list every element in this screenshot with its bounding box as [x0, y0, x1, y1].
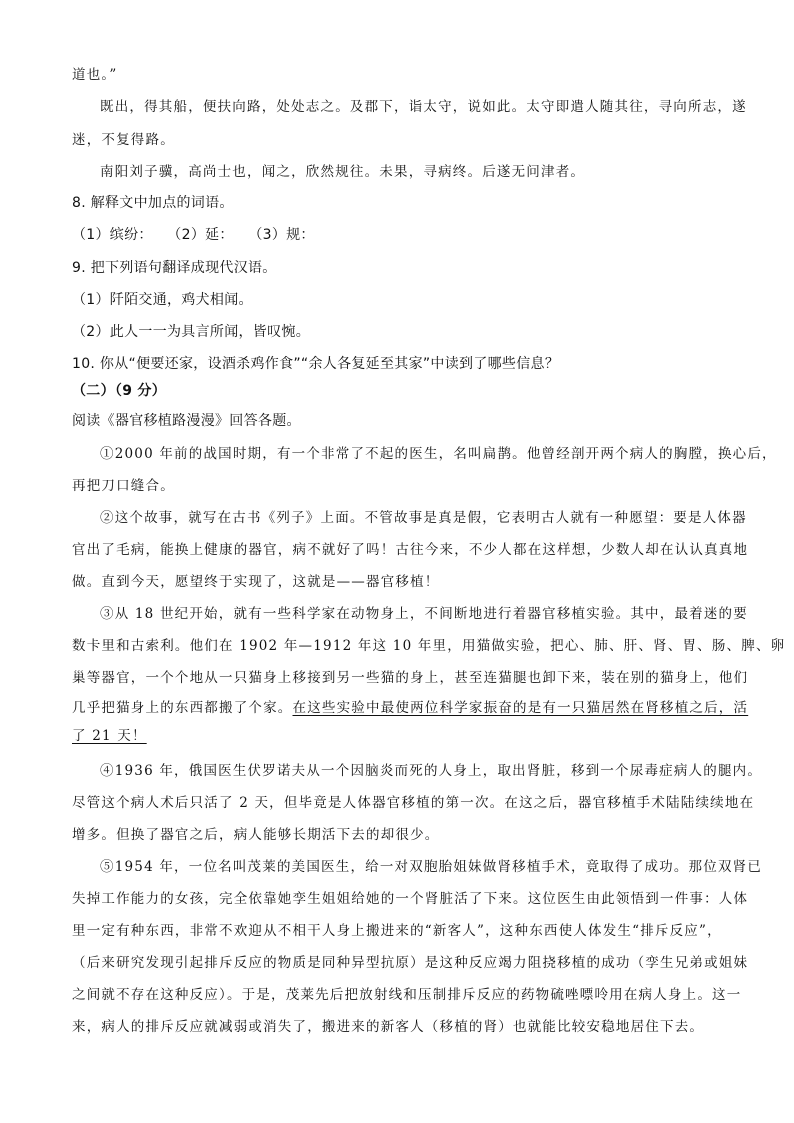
paragraph-5-line: （后来研究发现引起排斥反应的物质是同种异型抗原）是这种反应竭力阻挠移植的成功（孪生兄弟或姐妹 — [72, 955, 749, 971]
paragraph-1-line: ①2000 年前的战国时期，有一个非常了不起的医生，名叫扁鹊。他曾经剖开两个病人的胸膛，换心后， — [100, 446, 777, 462]
underlined-sentence: 在这些实验中最使两位科学家振奋的是有一只猫居然在肾移植之后，活 — [292, 700, 749, 716]
paragraph-5-line: 之间就不存在这种反应）。于是，茂莱先后把放射线和压制排斥反应的药物硫唑嘌呤用在病人身上。这一 — [72, 987, 742, 1003]
paragraph-3-line — [72, 696, 748, 716]
question-10: 10. 你从“便要还家，设酒杀鸡作食”“余人各复延至其家”中读到了哪些信息？ — [72, 356, 560, 372]
paragraph-3-line: 数卡里和古索利。他们在 1902 年—1912 年这 10 年里，用猫做实验，把心、肺、肝、肾、胃、肠、脾、卵 — [72, 638, 786, 654]
paragraph-1-line: 再把刀口缝合。 — [72, 478, 175, 494]
paragraph-4-line: 尽管这个病人术后只活了 2 天，但毕竟是人体器官移植的第一次。在这之后，器官移植手术陆陆续续地在 — [72, 795, 755, 811]
section-heading: （二）（9 分） — [72, 383, 167, 399]
question-9-item-2: （2）此人一一为具言所闻，皆叹惋。 — [72, 324, 311, 340]
question-8: 8. 解释文中加点的词语。 — [72, 195, 234, 211]
paragraph-3-text: 几乎把猫身上的东西都搬了个家。 — [72, 700, 293, 716]
paragraph-4-line: 增多。但换了器官之后，病人能够长期活下去的却很少。 — [72, 827, 440, 843]
text-line: 南阳刘子骥，高尚士也，闻之，欣然规往。未果，寻病终。后遂无问津者。 — [100, 164, 586, 180]
reading-instruction: 阅读《器官移植路漫漫》回答各题。 — [72, 413, 301, 429]
question-9: 9. 把下列语句翻译成现代汉语。 — [72, 260, 277, 276]
paragraph-4-line: ④1936 年，俄国医生伏罗诺夫从一个因脑炎而死的人身上，取出肾脏，移到一个尿毒症病人的腿内。 — [100, 763, 763, 779]
text-line: 迷，不复得路。 — [72, 132, 175, 148]
paragraph-3-line: ③从 18 世纪开始，就有一些科学家在动物身上，不间断地进行着器官移植实验。其中，最着迷的要 — [100, 606, 748, 622]
paragraph-2-line: 做。直到今天，愿望终于实现了，这就是——器官移植！ — [72, 574, 440, 590]
paragraph-5-line: 来，病人的排斥反应就减弱或消失了，搬进来的新客人（移植的肾）也就能比较安稳地居住下去。 — [72, 1019, 705, 1035]
paragraph-3-line: 巢等器官，一个个地从一只猫身上移接到另一些猫的身上，甚至连猫腿也卸下来，装在别的猫身上，他们 — [72, 670, 749, 686]
paragraph-2-line: ②这个故事，就写在古书《列子》上面。不管故事是真是假，它表明古人就有一种愿望：要是人体器 — [100, 510, 747, 526]
paragraph-2-line: 官出了毛病，能换上健康的器官，病不就好了吗！古往今来，不少人都在这样想，少数人却在认认真真地 — [72, 542, 749, 558]
underlined-sentence-end: 了 21 天！ — [72, 728, 147, 744]
question-9-item-1: （1）阡陌交通，鸡犬相闻。 — [72, 292, 253, 308]
paragraph-5-line: 失掉工作能力的女孩，完全依靠她孪生姐姐给她的一个肾脏活了下来。这位医生由此领悟到一件事：人体 — [72, 891, 749, 907]
text-line: 道也。” — [72, 67, 118, 83]
text-line: 既出，得其船，便扶向路，处处志之。及郡下，诣太守，说如此。太守即遣人随其往，寻向所志，遂 — [100, 99, 747, 115]
question-8-items: （1）缤纷： （2）延： （3）规： — [72, 227, 315, 243]
paragraph-5-line: ⑤1954 年，一位名叫茂莱的美国医生，给一对双胞胎姐妹做肾移植手术，竟取得了成功。那位双肾已 — [100, 859, 763, 875]
paragraph-5-line: 里一定有种东西，非常不欢迎从不相干人身上搬进来的“新客人”，这种东西使人体发生“排斥反应”， — [72, 923, 722, 939]
